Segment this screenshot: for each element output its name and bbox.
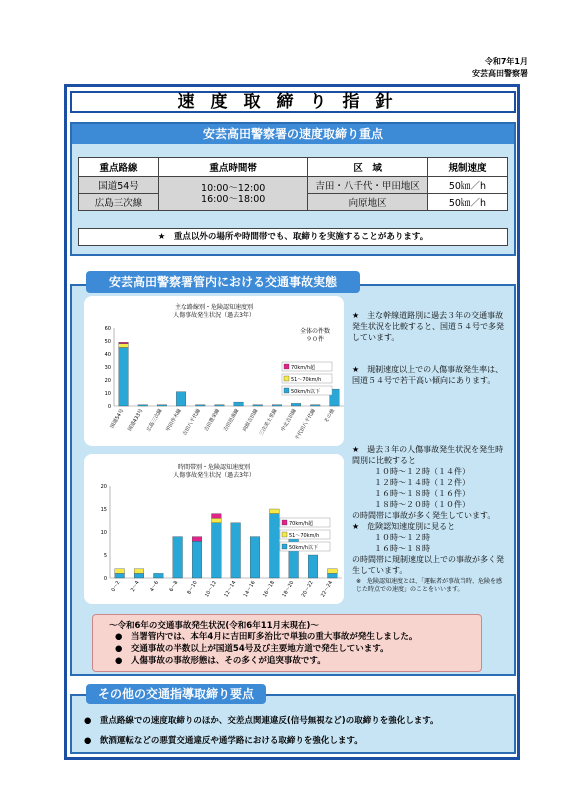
x-tick-label: 国道433号 — [127, 408, 145, 433]
bar-segment — [310, 405, 320, 406]
guidance-item: ● 飲酒運転などの悪質交通違反や通学路における取締りを強化します。 — [84, 736, 363, 746]
accident-heading: 安芸高田警察署管内における交通事故実態 — [86, 271, 360, 293]
status-title: ～令和6年の交通事故発生状況(令和6年11月末現在)～ — [109, 621, 319, 631]
analysis-text-1: ★ 主な幹線道路別に過去３年の交通事故発生状況を比較すると、国道５４号で多発しています。 — [352, 311, 504, 342]
bar-segment — [115, 573, 125, 578]
y-tick-label: 60 — [104, 326, 111, 332]
bar-segment — [291, 403, 301, 406]
legend-label: 70km/h超 — [289, 521, 313, 527]
bar-segment — [212, 518, 222, 523]
analysis-time: １６時～１８時（１６件） — [374, 489, 470, 498]
priority-table — [78, 157, 508, 211]
bar-segment — [231, 523, 241, 578]
x-tick-label: 国道54号 — [109, 408, 126, 430]
bar-segment — [192, 537, 202, 542]
y-tick-label: 50 — [104, 339, 111, 345]
y-tick-label: 5 — [103, 553, 107, 559]
bullet-icon: ● — [84, 716, 100, 726]
legend-swatch — [284, 364, 289, 369]
route-chart-panel — [84, 296, 344, 446]
station-name: 安芸高田警察署 — [472, 69, 528, 78]
x-tick-label: 16～18 — [262, 580, 277, 599]
priority-heading: 安芸高田警察署の速度取締り重点 — [72, 124, 514, 144]
route-chart-total: 全体の件数 ９０件 — [299, 328, 330, 343]
route-chart-title: 主な路線別・危険認知速度別 人傷事故発生状況（過去3年） — [173, 304, 255, 319]
bar-segment — [272, 405, 282, 406]
col-area: 区 域 — [308, 158, 428, 177]
bullet-icon: ● — [84, 736, 100, 746]
analysis-time: １８時～２０時（１０件） — [374, 500, 470, 509]
x-tick-label: 6～8 — [168, 580, 180, 593]
bullet-icon: ● — [115, 656, 131, 666]
analysis-text-2: ★ 規制速度以上での人傷事故発生率は、国道５４号で若干高い傾向にあります。 — [352, 365, 504, 385]
y-tick-label: 30 — [104, 365, 111, 371]
analysis-block-3 — [352, 444, 506, 594]
route-cell: 広島三次線 — [79, 194, 159, 211]
bar-segment — [195, 405, 205, 406]
bar-segment — [119, 348, 129, 407]
route-chart — [84, 296, 344, 446]
area-cell: 向原地区 — [308, 194, 428, 211]
legend-swatch — [282, 532, 287, 537]
legend-label: 51～70km/h — [289, 533, 320, 539]
bullet-icon: ● — [115, 632, 131, 642]
bar-segment — [134, 573, 144, 578]
x-tick-label: 2～4 — [129, 580, 141, 593]
bar-segment — [250, 537, 260, 578]
x-tick-label: 10～12 — [204, 580, 219, 599]
x-tick-label: 吉田邑南線 — [222, 408, 241, 433]
speed-cell: 50㎞／h — [427, 177, 507, 194]
bar-segment — [119, 342, 129, 343]
analysis-time: １０時～１２時（１４件） — [374, 467, 470, 476]
bar-segment — [173, 537, 183, 578]
x-tick-label: 22～24 — [320, 580, 335, 599]
legend-label: 70km/h超 — [291, 365, 315, 371]
x-tick-label: 甲田作木線 — [165, 408, 183, 433]
bullet-icon: ● — [115, 644, 131, 654]
analysis-text-4a: ★ 危険認知速度別に見ると — [352, 522, 456, 531]
col-time: 重点時間帯 — [159, 158, 308, 177]
x-tick-label: 4～6 — [149, 580, 161, 593]
y-tick-label: 40 — [104, 352, 111, 358]
bar-segment — [215, 405, 225, 406]
bar-segment — [270, 509, 280, 514]
legend-swatch — [284, 388, 289, 393]
time-chart — [84, 454, 344, 604]
issue-date: 令和7年1月 — [484, 57, 528, 66]
bar-segment — [154, 573, 164, 578]
status-item: ● 当署管内では、本年4月に吉田町多治比で単独の重大事故が発生しました。 — [115, 632, 418, 642]
analysis-time: １０時～１２時 — [374, 533, 430, 542]
bar-segment — [176, 392, 186, 406]
x-tick-label: 千代田八千代線 — [294, 408, 317, 442]
legend-swatch — [284, 376, 289, 381]
bar-segment — [328, 573, 338, 578]
y-tick-label: 0 — [107, 404, 111, 410]
bar-segment — [134, 569, 144, 574]
analysis-time: １２時～１４時（１２件） — [374, 478, 470, 487]
col-speed: 規制速度 — [427, 158, 507, 177]
area-cell: 吉田・八千代・甲田地区 — [308, 177, 428, 194]
bar-segment — [308, 555, 318, 578]
bar-segment — [212, 523, 222, 578]
x-tick-label: 吉田豊栄線 — [203, 408, 222, 433]
status-item: ● 交通事故の半数以上が国道54号及び主要地方道で発生しています。 — [115, 644, 389, 654]
bar-segment — [270, 514, 280, 578]
priority-note: ★ 重点以外の場所や時間帯でも、取締りを実施することがあります。 — [78, 228, 508, 246]
status-list — [115, 631, 417, 667]
bar-segment — [119, 344, 129, 348]
x-tick-label: 向原吉田線 — [241, 408, 260, 433]
x-tick-label: 三次美土里線 — [258, 408, 279, 437]
bar-segment — [212, 514, 222, 519]
bar-segment — [234, 402, 244, 406]
x-tick-label: 0～2 — [110, 580, 122, 593]
y-tick-label: 20 — [100, 484, 107, 490]
x-tick-label: 広島三次線 — [145, 408, 164, 433]
analysis-text-3b: の時間帯に事故が多く発生しています。 — [352, 511, 496, 520]
x-tick-label: 8～10 — [186, 580, 199, 596]
legend-swatch — [282, 544, 287, 549]
bar-segment — [192, 541, 202, 578]
col-route: 重点路線 — [79, 158, 159, 177]
guidance-item: ● 重点路線での速度取締りのほか、交差点関連違反(信号無視など)の取締りを強化します。 — [84, 716, 439, 726]
analysis-text-3a: ★ 過去３年の人傷事故発生状況を発生時間別に比較すると — [352, 445, 504, 465]
bar-segment — [253, 405, 263, 406]
y-tick-label: 15 — [100, 507, 107, 513]
speed-definition-note: ※ 危険認知速度とは、「運転者が事故当時、危険を感じた時点での速度」のことをいいます。 — [356, 578, 503, 593]
y-tick-label: 0 — [103, 576, 107, 582]
issue-date-block — [472, 56, 528, 80]
x-tick-label: 中北吉田線 — [280, 408, 298, 433]
legend-label: 50km/h以下 — [289, 545, 318, 551]
time-cell: 10:00～12:00 16:00～18:00 — [159, 177, 308, 211]
y-tick-label: 10 — [104, 391, 111, 397]
bar-segment — [115, 569, 125, 574]
x-tick-label: 14～16 — [242, 580, 257, 599]
status-scroll — [92, 614, 482, 672]
speed-cell: 50㎞／h — [427, 194, 507, 211]
time-chart-title: 時間帯別・危険認知速度別 人傷事故発生状況（過去3年） — [173, 464, 255, 479]
x-tick-label: 吉田八千代線 — [181, 408, 202, 437]
bar-segment — [138, 405, 148, 406]
legend-swatch — [282, 520, 287, 525]
status-item: ● 人傷事故の事故形態は、その多くが追突事故です。 — [115, 656, 326, 666]
page-title: 速度取締り指針 — [70, 91, 516, 113]
x-tick-label: 20～22 — [300, 580, 315, 599]
bar-segment — [157, 405, 167, 406]
x-tick-label: 12～14 — [223, 580, 238, 599]
y-tick-label: 10 — [100, 530, 107, 536]
legend-label: 50km/h以下 — [291, 389, 320, 395]
y-tick-label: 20 — [104, 378, 111, 384]
route-cell: 国道54号 — [79, 177, 159, 194]
bar-segment — [328, 569, 338, 574]
x-tick-label: その他 — [323, 408, 337, 425]
x-tick-label: 18～20 — [281, 580, 296, 599]
time-chart-panel — [84, 454, 344, 604]
analysis-text-4b: の時間帯に規制速度以上での事故が多く発生しています。 — [352, 555, 504, 575]
guidance-heading: その他の交通指導取締り要点 — [86, 684, 266, 704]
legend-label: 51～70km/h — [291, 377, 322, 383]
analysis-time: １６時～１８時 — [374, 544, 430, 553]
